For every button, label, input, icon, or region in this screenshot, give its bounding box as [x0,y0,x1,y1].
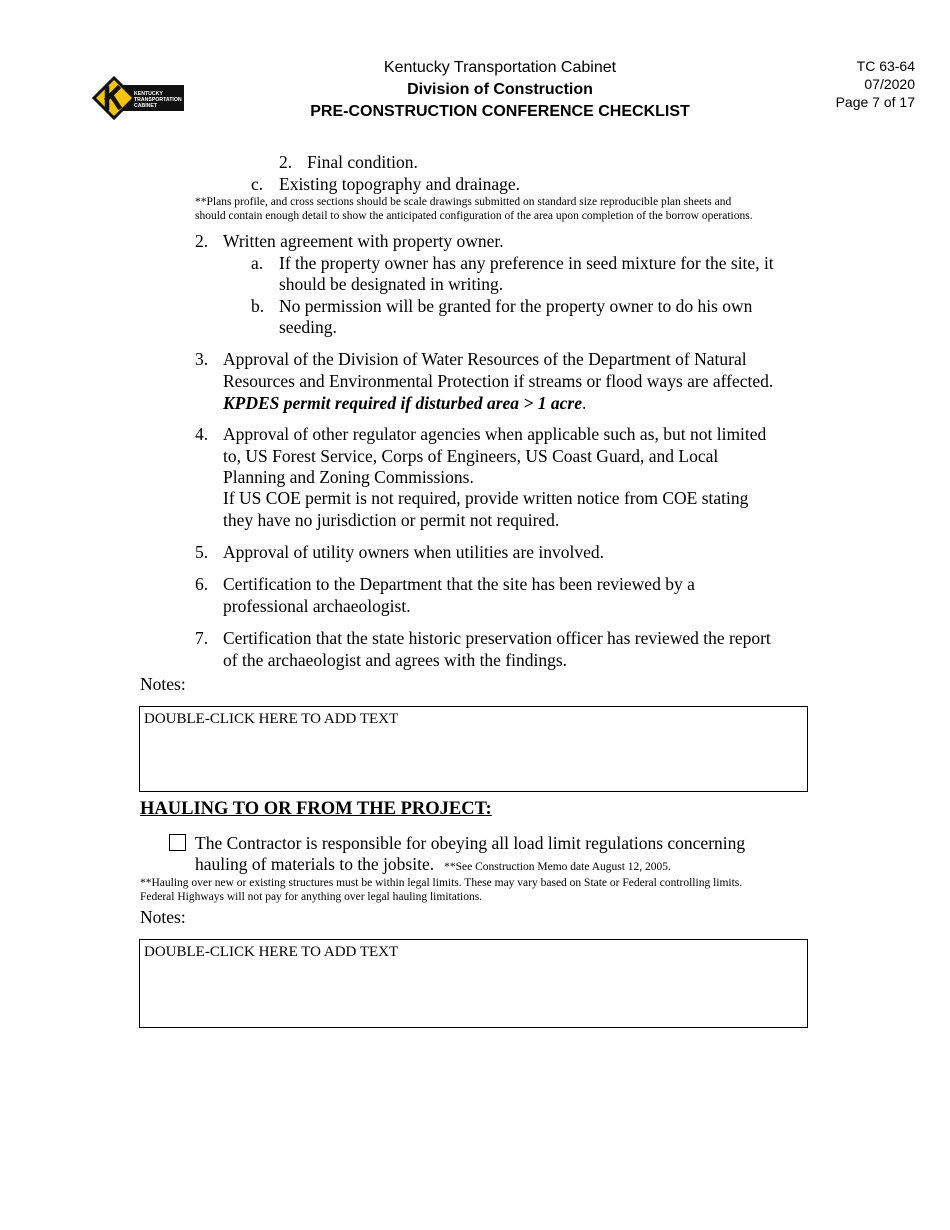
list-item: Final condition. [307,152,418,172]
form-date: 07/2020 [864,76,915,92]
kpdes-emphasis: KPDES permit required if disturbed area > 1 acre [223,393,582,413]
division-name: Division of Construction [407,81,593,98]
list-number: 5. [195,542,209,562]
list-item: Approval of utility owners when utilities are involved. [223,542,605,562]
document-title: PRE-CONSTRUCTION CONFERENCE CHECKLIST [310,103,690,120]
list-item: Certification that the state historic preservation officer has reviewed the report [223,628,771,648]
notes-textbox[interactable] [139,939,808,1028]
list-number: b. [251,296,265,316]
notes-textbox[interactable] [139,706,808,792]
list-item: If the property owner has any preference in seed mixture for the site, it [279,253,774,273]
footnote: Federal Highways will not pay for anything over legal hauling limitations. [140,891,483,903]
hauling-checkbox[interactable] [169,834,186,851]
hauling-check-text-2 [195,854,671,879]
form-info [836,57,915,111]
logo-line-1: KENTUCKY [134,91,163,97]
list-item: Certification to the Department that the site has been reviewed by a [223,574,695,594]
form-id: TC 63-64 [856,58,915,74]
list-item: to, US Forest Service, Corps of Engineers, US Coast Guard, and Local [223,446,719,466]
list-item: No permission will be granted for the property owner to do his own [279,296,753,316]
list-item: they have no jurisdiction or permit not required. [223,510,560,530]
notes-placeholder: DOUBLE-CLICK HERE TO ADD TEXT [144,944,399,960]
ktc-logo [92,76,186,120]
list-number: c. [251,174,264,194]
construction-memo-note: **See Construction Memo date August 12, 2005. [444,861,671,873]
list-item: If US COE permit is not required, provide written notice from COE stating [223,488,749,508]
footnote: **Plans profile, and cross sections should be scale drawings submitted on standard size reproducible plan sheets and [195,196,732,208]
footnote: should contain enough detail to show the anticipated configuration of the area upon completion of the borrow operations. [195,210,753,222]
page-number: Page 7 of 17 [835,94,915,110]
list-item: seeding. [279,317,337,337]
list-item: Planning and Zoning Commissions. [223,467,474,487]
org-name: Kentucky Transportation Cabinet [383,59,617,76]
logo-line-3: CABINET [134,103,158,109]
kpdes-tail: . [582,393,587,413]
kpdes-note [223,393,586,415]
list-number: 3. [195,349,209,369]
list-number: 7. [195,628,209,648]
list-number: 6. [195,574,209,594]
list-number: 4. [195,424,209,444]
list-item: Existing topography and drainage. [279,174,521,194]
hauling-check-line-2: hauling of materials to the jobsite. [195,854,435,874]
page-header [300,57,700,123]
list-item: Approval of the Division of Water Resources of the Department of Natural [223,349,747,369]
list-number: a. [251,253,264,273]
list-number: 2. [279,152,293,172]
notes-label: Notes: [140,674,186,694]
list-item: Written agreement with property owner. [223,231,504,251]
hauling-heading: HAULING TO OR FROM THE PROJECT: [140,799,492,819]
list-item: Resources and Environmental Protection if streams or flood ways are affected. [223,371,774,391]
list-item: should be designated in writing. [279,274,504,294]
list-number: 2. [195,231,209,251]
list-item: Approval of other regulator agencies when applicable such as, but not limited [223,424,767,444]
list-item: professional archaeologist. [223,596,411,616]
notes-label: Notes: [140,907,186,927]
footnote: **Hauling over new or existing structures must be within legal limits. These may vary based on State or Federal controlling limits. [140,877,743,889]
logo-line-2: TRANSPORTATION [134,97,182,103]
list-item: of the archaeologist and agrees with the findings. [223,650,568,670]
notes-placeholder: DOUBLE-CLICK HERE TO ADD TEXT [144,711,399,727]
hauling-check-text: The Contractor is responsible for obeying all load limit regulations concerning [195,833,746,853]
